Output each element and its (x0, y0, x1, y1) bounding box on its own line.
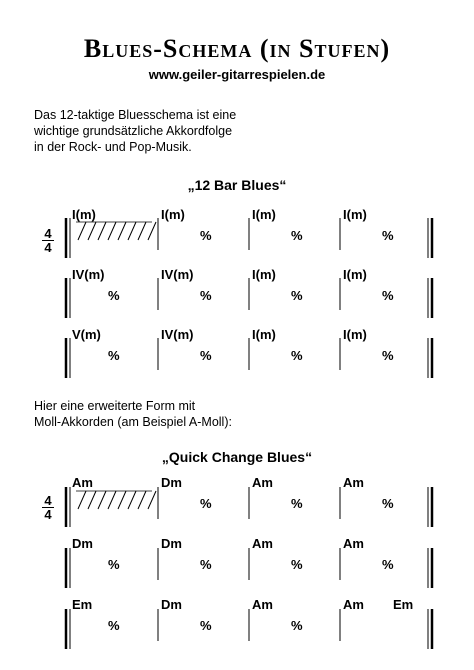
chord-label: Am (343, 536, 364, 551)
chord-label: Am (343, 475, 364, 490)
strum-slash (78, 222, 86, 240)
strum-slash (108, 222, 116, 240)
repeat-sign: % (291, 228, 303, 243)
repeat-sign: % (382, 228, 394, 243)
middle-text-line: Moll-Akkorden (am Beispiel A-Moll): (34, 415, 232, 429)
strum-slash (138, 222, 146, 240)
repeat-sign: % (291, 496, 303, 511)
intro-line: in der Rock- und Pop-Musik. (34, 140, 192, 154)
chord-label: Am (252, 536, 273, 551)
repeat-sign: % (382, 557, 394, 572)
chord-label: IV(m) (161, 267, 194, 282)
chord-label: Am (72, 475, 93, 490)
repeat-sign: % (108, 618, 120, 633)
strum-slash (128, 222, 136, 240)
strum-slash (98, 491, 106, 509)
repeat-sign: % (200, 557, 212, 572)
strum-slash (118, 222, 126, 240)
strum-slash (118, 491, 126, 509)
repeat-sign: % (291, 557, 303, 572)
repeat-sign: % (200, 496, 212, 511)
repeat-sign: % (108, 348, 120, 363)
chord-label: Dm (161, 475, 182, 490)
chord-label: I(m) (252, 207, 276, 222)
chord-label: I(m) (161, 207, 185, 222)
chord-label: Dm (161, 536, 182, 551)
intro-line: wichtige grundsätzliche Akkordfolge (34, 124, 233, 138)
repeat-sign: % (291, 348, 303, 363)
strum-slash (148, 491, 156, 509)
strum-slash (148, 222, 156, 240)
repeat-sign: % (200, 288, 212, 303)
middle-text-line: Hier eine erweiterte Form mit (34, 399, 196, 413)
section-title-quick-change-blues: „Quick Change Blues“ (161, 449, 313, 465)
chord-label: IV(m) (72, 267, 105, 282)
repeat-sign: % (291, 288, 303, 303)
strum-slash (78, 491, 86, 509)
strum-slash (88, 491, 96, 509)
chord-label: I(m) (252, 267, 276, 282)
chord-label: V(m) (72, 327, 101, 342)
chord-label: Em (72, 597, 93, 612)
chord-label: I(m) (343, 267, 367, 282)
repeat-sign: % (200, 618, 212, 633)
section-title-12-bar-blues: „12 Bar Blues“ (187, 177, 287, 193)
chord-label: I(m) (343, 207, 367, 222)
strum-slash (138, 491, 146, 509)
strum-slash (108, 491, 116, 509)
repeat-sign: % (200, 348, 212, 363)
chord-label: Dm (72, 536, 93, 551)
chord-label: I(m) (343, 327, 367, 342)
time-signature-top: 4 (44, 226, 52, 241)
time-signature-top: 4 (44, 493, 52, 508)
intro-line: Das 12-taktige Bluesschema ist eine (34, 108, 237, 122)
strum-slash (98, 222, 106, 240)
chord-label: I(m) (252, 327, 276, 342)
time-signature-bottom: 4 (42, 240, 54, 254)
chord-label: I(m) (72, 207, 96, 222)
chord-label: Em (393, 597, 414, 612)
chord-label: IV(m) (161, 327, 194, 342)
chord-label: Am (252, 475, 273, 490)
strum-slash (128, 491, 136, 509)
chord-label: Dm (161, 597, 182, 612)
strum-slash (88, 222, 96, 240)
repeat-sign: % (382, 288, 394, 303)
repeat-sign: % (291, 618, 303, 633)
page-title: Blues-Schema (in Stufen) (83, 34, 391, 63)
website-url: www.geiler-gitarrespielen.de (148, 67, 326, 82)
repeat-sign: % (382, 496, 394, 511)
repeat-sign: % (382, 348, 394, 363)
time-signature-bottom: 4 (42, 507, 54, 521)
repeat-sign: % (108, 557, 120, 572)
repeat-sign: % (200, 228, 212, 243)
repeat-sign: % (108, 288, 120, 303)
chord-label: Am (343, 597, 364, 612)
chord-label: Am (252, 597, 273, 612)
